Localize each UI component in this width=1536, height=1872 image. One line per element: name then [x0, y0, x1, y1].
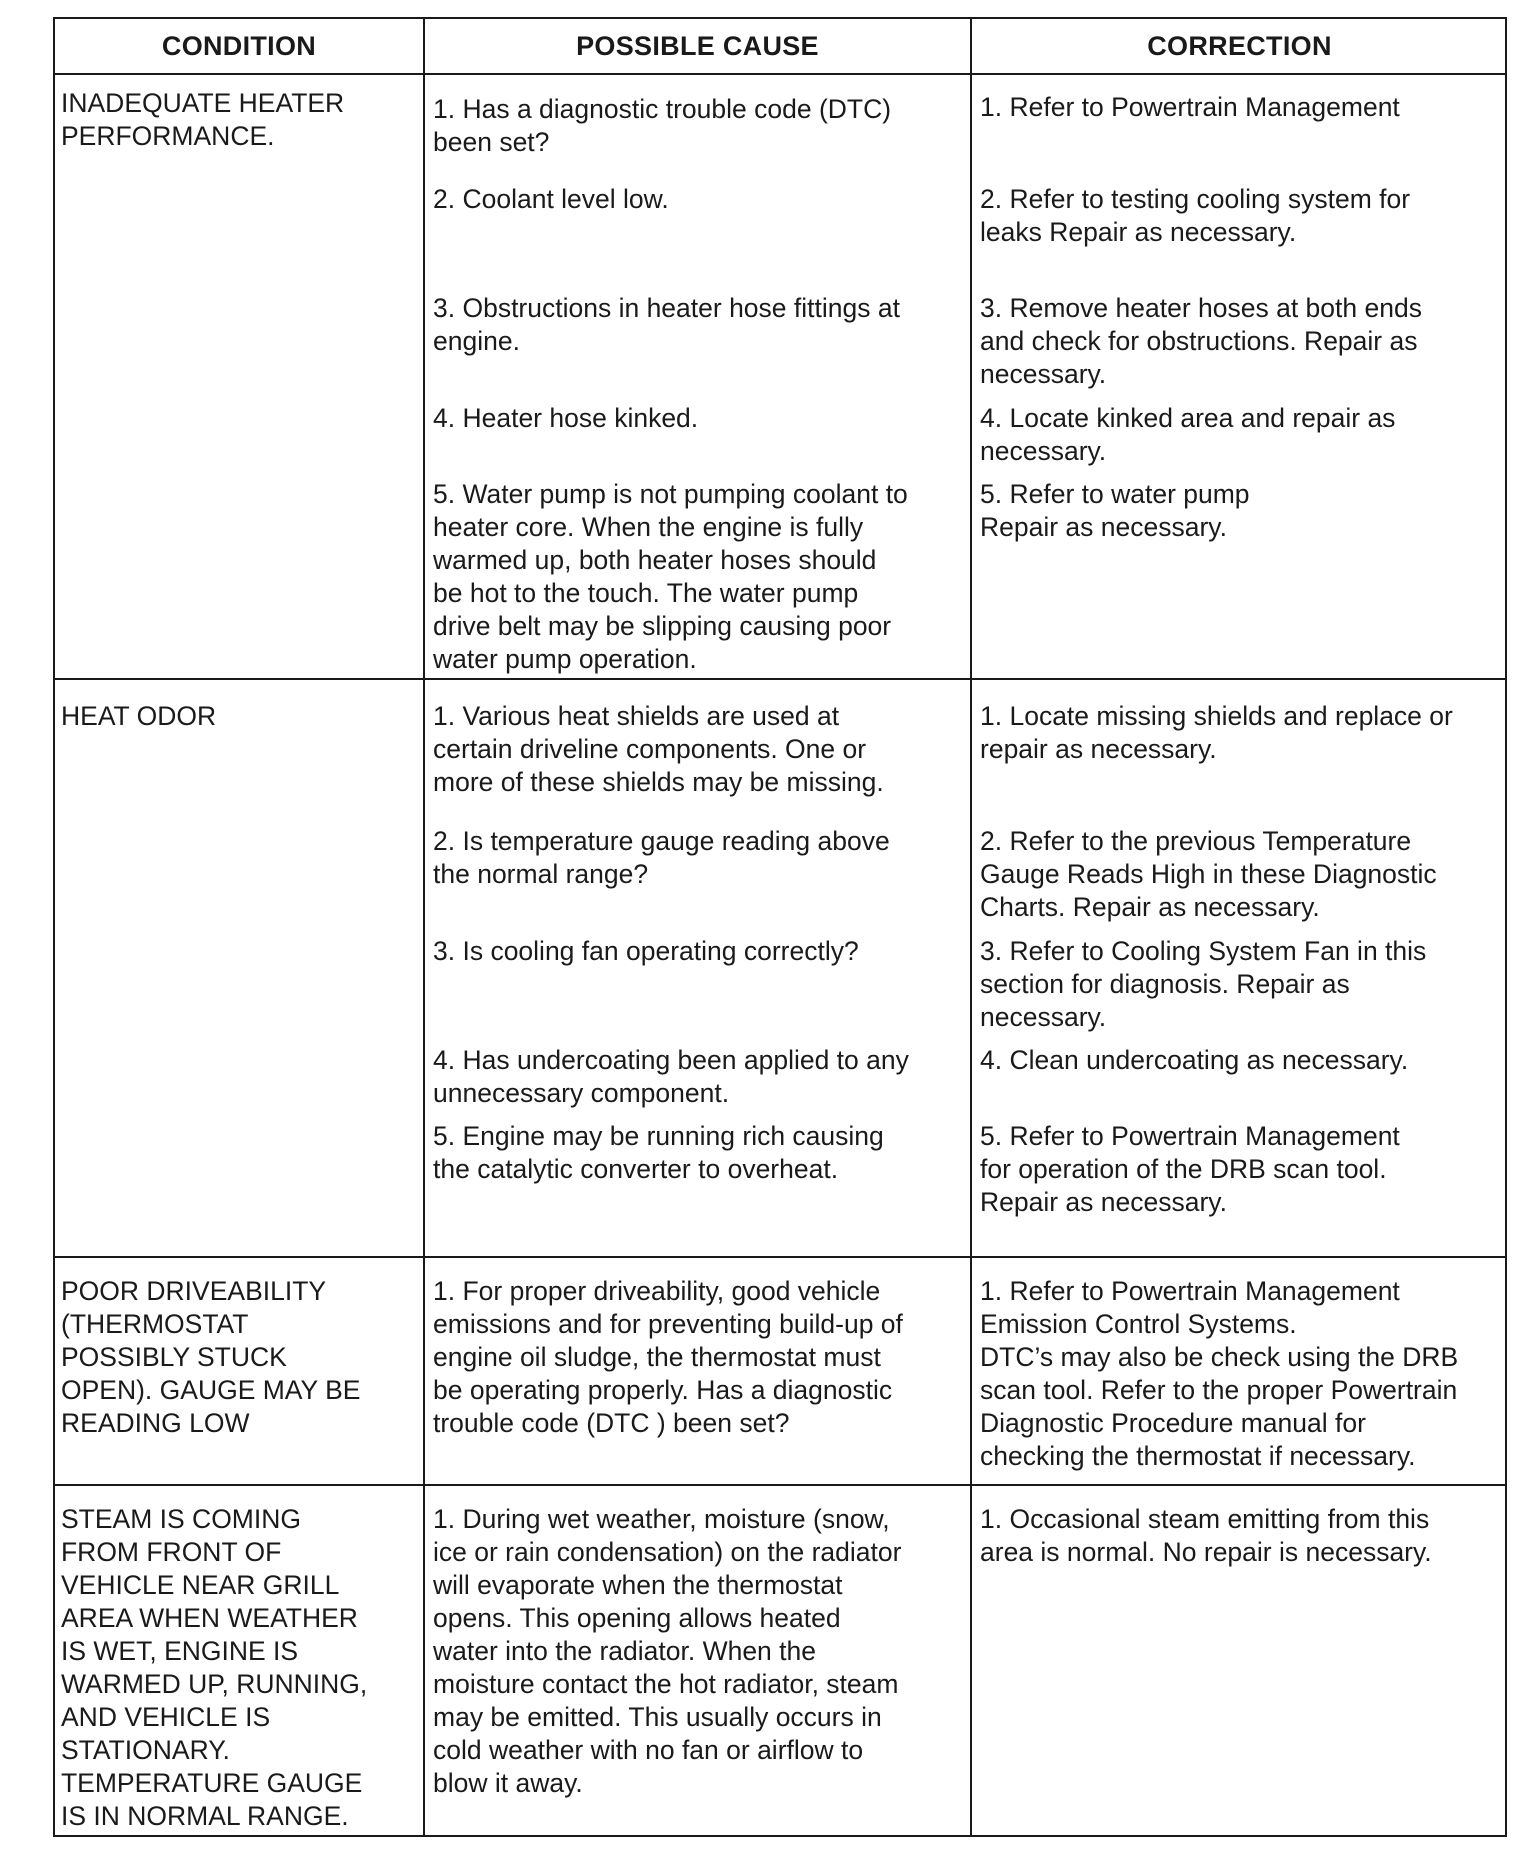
row-divider: [55, 1484, 1505, 1486]
cause-cell: 1. During wet weather, moisture (snow, ice or rain condensation) on the radiator will evaporate when the thermostat opens. This opening allows heated water into the radiator. When the moisture contact the hot radiator, steam may be emitted. This usually occurs in cold weather with no fan or airflow to blow it away.: [433, 1504, 902, 1798]
column-divider: [423, 19, 425, 1835]
condition-cell: INADEQUATE HEATER PERFORMANCE.: [61, 88, 345, 151]
correction-cell: 3. Refer to Cooling System Fan in this section for diagnosis. Repair as necessary.: [980, 936, 1427, 1032]
cause-cell: 5. Engine may be running rich causing the catalytic converter to overheat.: [433, 1121, 884, 1184]
correction-cell: 1. Locate missing shields and replace or repair as necessary.: [980, 701, 1453, 764]
header-correction: CORRECTION: [1147, 31, 1332, 61]
cause-cell: 3. Obstructions in heater hose fittings at engine.: [433, 293, 900, 356]
cause-cell: 1. Various heat shields are used at certain driveline components. One or more of these shields may be missing.: [433, 701, 884, 797]
correction-cell: 2. Refer to testing cooling system for leaks Repair as necessary.: [980, 184, 1411, 247]
header-possible-cause: POSSIBLE CAUSE: [576, 31, 819, 61]
cause-cell: 2. Coolant level low.: [433, 184, 669, 214]
correction-cell: 1. Refer to Powertrain Management Emission Control Systems. DTC’s may also be check using the DRB scan tool. Refer to the proper Powertrain Diagnostic Procedure manual for checking the thermostat if necessary.: [980, 1276, 1459, 1471]
condition-cell: STEAM IS COMING FROM FRONT OF VEHICLE NEAR GRILL AREA WHEN WEATHER IS WET, ENGINE IS WARMED UP, RUNNING, AND VEHICLE IS STATIONARY. TEMPERATURE GAUGE IS IN NORMAL RANGE.: [61, 1504, 368, 1831]
row-divider: [55, 1256, 1505, 1258]
condition-cell: HEAT ODOR: [61, 701, 217, 731]
correction-cell: 4. Clean undercoating as necessary.: [980, 1045, 1409, 1075]
cause-cell: 4. Has undercoating been applied to any unnecessary component.: [433, 1045, 909, 1108]
correction-cell: 1. Occasional steam emitting from this area is normal. No repair is necessary.: [980, 1504, 1432, 1567]
cause-cell: 4. Heater hose kinked.: [433, 403, 699, 433]
correction-cell: 4. Locate kinked area and repair as necessary.: [980, 403, 1396, 466]
header-condition: CONDITION: [161, 31, 317, 61]
condition-cell: POOR DRIVEABILITY (THERMOSTAT POSSIBLY STUCK OPEN). GAUGE MAY BE READING LOW: [61, 1276, 361, 1438]
row-divider: [55, 678, 1505, 680]
cause-cell: 1. Has a diagnostic trouble code (DTC) been set?: [433, 94, 892, 157]
correction-cell: 5. Refer to Powertrain Management for operation of the DRB scan tool. Repair as necessary.: [980, 1121, 1400, 1217]
correction-cell: 2. Refer to the previous Temperature Gauge Reads High in these Diagnostic Charts. Repair as necessary.: [980, 826, 1437, 922]
cause-cell: 2. Is temperature gauge reading above the normal range?: [433, 826, 890, 889]
diagnostic-table: [53, 17, 1507, 1837]
correction-cell: 5. Refer to water pump Repair as necessary.: [980, 479, 1250, 542]
cause-cell: 1. For proper driveability, good vehicle emissions and for preventing build-up of engine oil sludge, the thermostat must be operating properly. Has a diagnostic trouble code (DTC ) been set?: [433, 1276, 903, 1438]
correction-cell: 1. Refer to Powertrain Management: [980, 92, 1400, 122]
table-header-row: [55, 19, 1505, 75]
cause-cell: 5. Water pump is not pumping coolant to heater core. When the engine is fully warmed up, both heater hoses should be hot to the touch. The water pump drive belt may be slipping causing poor water pump operation.: [433, 479, 908, 674]
cause-cell: 3. Is cooling fan operating correctly?: [433, 936, 859, 966]
correction-cell: 3. Remove heater hoses at both ends and check for obstructions. Repair as necessary.: [980, 293, 1422, 389]
